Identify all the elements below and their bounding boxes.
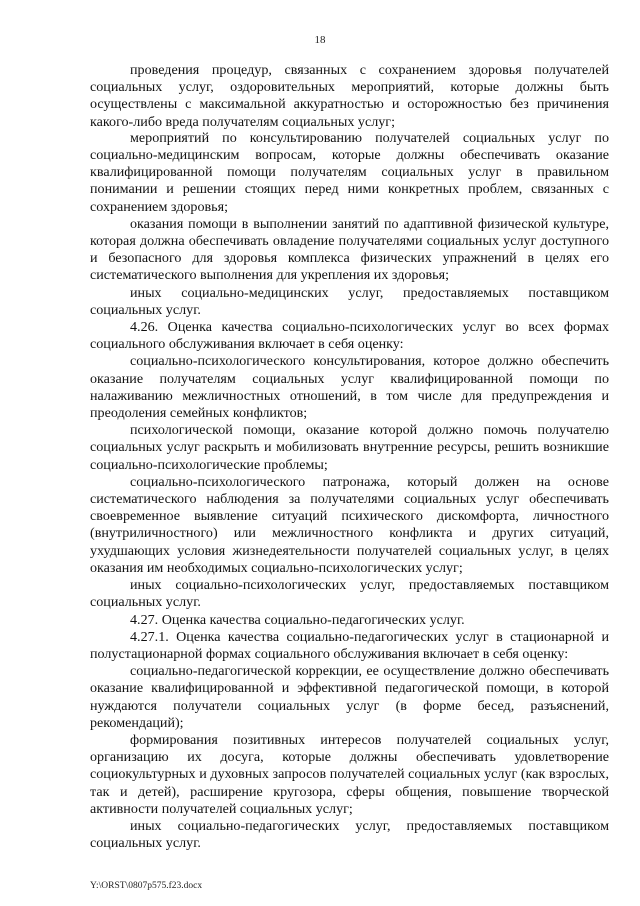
paragraph: 4.26. Оценка качества социально-психологических услуг во всех формах социального обслуживания включает в себя оценку: (90, 319, 609, 353)
footer-file-path: Y:\ORST\0807p575.f23.docx (90, 881, 203, 891)
paragraph: социально-педагогической коррекции, ее осуществление должно обеспечивать оказание квалифицированной и эффективной педагогической помощи, в которой нуждаются получатели социальных услуг (в форме бесед, разъяснений, рекомендаций); (90, 663, 609, 731)
paragraph: иных социально-педагогических услуг, предоставляемых поставщиком социальных услуг. (90, 817, 609, 852)
document-body (90, 62, 609, 852)
paragraph: формирования позитивных интересов получателей социальных услуг, организацию их досуга, которые должны обеспечивать удовлетворение социокультурных и духовных запросов получателей социальных услуг (как взрослых, так и детей), расширение кругозора, сферы общения, повышение творческой активности получателей социальных услуг; (90, 731, 609, 817)
paragraph: проведения процедур, связанных с сохранением здоровья получателей социальных услуг, оздоровительных мероприятий, которые должны быть осуществлены с максимальной аккуратностью и осторожностью без причинения какого-либо вреда получателям социальных услуг; (90, 62, 609, 130)
paragraph: социально-психологического консультирования, которое должно обеспечить оказание получателям социальных услуг квалифицированной помощи по налаживанию межличностных отношений, в том числе для предупреждения и преодоления семейных конфликтов; (90, 353, 609, 422)
page-number: 18 (314, 34, 326, 46)
paragraph: социально-психологического патронажа, который должен на основе систематического наблюдения за получателями социальных услуг обеспечивать своевременное выявление ситуаций психического дискомфорта, личностного (внутриличностного) или межличностного конфликта и других ситуаций, ухудшающих условия жизнедеятельности получателей социальных услуг, в целях оказания им необходимых социально-психологических услуг; (90, 473, 609, 576)
paragraph: 4.27. Оценка качества социально-педагогических услуг. (130, 611, 465, 628)
paragraph: 4.27.1. Оценка качества социально-педагогических услуг в стационарной и полустационарной формах социального обслуживания включает в себя оценку: (90, 628, 609, 662)
paragraph: оказания помощи в выполнении занятий по адаптивной физической культуре, которая должна обеспечивать овладение получателями социальных услуг доступного и безопасного для здоровья комплекса физических упражнений в целях его систематического выполнения для укрепления их здоровья; (90, 215, 609, 284)
paragraph: иных социально-психологических услуг, предоставляемых поставщиком социальных услуг. (90, 577, 609, 611)
paragraph: иных социально-медицинских услуг, предоставляемых поставщиком социальных услуг. (90, 284, 609, 318)
paragraph: психологической помощи, оказание которой должно помочь получателю социальных услуг раскрыть и мобилизовать внутренние ресурсы, решить возникшие социально-психологические проблемы; (90, 422, 609, 473)
paragraph: мероприятий по консультированию получателей социальных услуг по социально-медицинским вопросам, которые должны обеспечивать оказание квалифицированной помощи получателям социальных услуг в правильном понимании и решении стоящих перед ними конкретных проблем, связанных с сохранением здоровья; (90, 129, 609, 215)
